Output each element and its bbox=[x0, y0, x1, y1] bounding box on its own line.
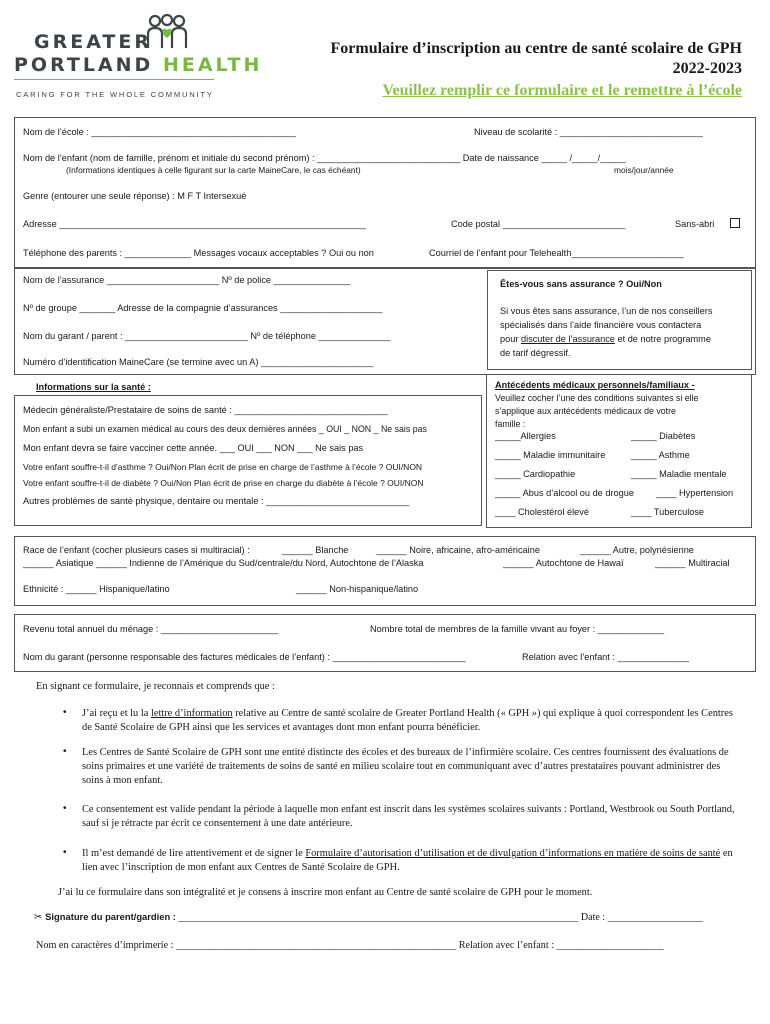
household-section bbox=[14, 614, 756, 672]
consent-bullet-2: Les Centres de Santé Scolaire de GPH sont une entité distincte des écoles et des bureaux de l’infirmière scolaire. Ces centres fournissent des évaluations de soins primaires et une variété de traitements de soins de santé en milieu scolaire tout en communiquant avec d’autres prestataires pouvant administrer des soins à mon enfant. bbox=[82, 747, 729, 786]
condition-tuberculosis[interactable]: ____ Tuberculose bbox=[631, 507, 705, 517]
race-question: Race de l’enfant (cocher plusieurs cases si multiracial) : bbox=[23, 545, 250, 555]
condition-allergies[interactable]: _____Allergies bbox=[495, 431, 556, 441]
print-name-field[interactable]: Nom en caractères d’imprimerie : _______________________________________________________ Relation avec l’enfant : _____________________ bbox=[36, 940, 664, 951]
form-title: Formulaire d’inscription au centre de santé scolaire de GPH bbox=[330, 40, 742, 57]
bullet-icon: • bbox=[63, 803, 67, 814]
consent-closing: J’ai lu ce formulaire dans son intégralité et je consens à inscrire mon enfant au Centre de santé scolaire de GPH pour le moment. bbox=[58, 887, 593, 898]
dob-format: mois/jour/année bbox=[614, 165, 674, 175]
telehealth-email-field[interactable]: Courriel de l’enfant pour Telehealth______________________ bbox=[429, 248, 684, 258]
logo-greater: GREATER bbox=[34, 31, 153, 53]
exam-question[interactable]: Mon enfant a subi un examen médical au cours des deux dernières années _ OUI _ NON _ Ne sais pas bbox=[23, 424, 427, 434]
doctor-field[interactable]: Médecin généraliste/Prestataire de soins de santé : ______________________________ bbox=[23, 405, 388, 415]
medical-history-instr-2: s’applique aux antécédents médicaux de votre bbox=[495, 406, 676, 416]
child-name-field[interactable]: Nom de l’enfant (nom de famille, prénom et initiale du second prénom) : ____________________________ Date de naissance _____ /_____/_____ bbox=[23, 153, 626, 163]
parent-phone-field[interactable]: Téléphone des parents : _____________ Messages vocaux acceptables ? Oui ou non bbox=[23, 248, 374, 258]
ethnicity-hispanic[interactable]: Ethnicité : ______ Hispanique/latino bbox=[23, 584, 170, 594]
info-letter-link[interactable]: lettre d’information bbox=[150, 708, 233, 719]
insurance-name-field[interactable]: Nom de l’assurance ______________________ Nº de police _______________ bbox=[23, 275, 351, 285]
billing-relation-field[interactable]: Relation avec l’enfant : ______________ bbox=[522, 652, 690, 662]
uninsured-text-3: pour discuter de l’assurance et de notre programme bbox=[500, 334, 711, 344]
consent-bullet-4: Il m’est demandé de lire attentivement et de signer le Formulaire d’autorisation d’utilisation et de divulgation d’informations en matière de soins de santé en lien avec l’inscription de mon enfant aux Centres de Santé Scolaire de GPH. bbox=[82, 848, 733, 873]
guarantor-field[interactable]: Nom du garant / parent : ________________________ Nº de téléphone ______________ bbox=[23, 331, 391, 341]
address-field[interactable]: Adresse ____________________________________________________________ bbox=[23, 219, 366, 229]
diabetes-question[interactable]: Votre enfant souffre-t-il de diabète ? Oui/Non Plan écrit de prise en charge du diabète à l’école ? OUI/NON bbox=[23, 478, 424, 488]
logo-portland-health: PORTLAND HEALTH bbox=[14, 54, 263, 76]
scissors-icon: ✂ bbox=[34, 912, 43, 923]
homeless-checkbox[interactable] bbox=[730, 218, 740, 228]
discuss-insurance-link[interactable]: discuter de l’assurance bbox=[520, 334, 615, 344]
condition-immune[interactable]: _____ Maladie immunitaire bbox=[495, 450, 606, 460]
race-black[interactable]: ______ Noire, africaine, afro-américaine bbox=[376, 545, 540, 555]
condition-mental[interactable]: _____ Maladie mentale bbox=[631, 469, 727, 479]
consent-intro: En signant ce formulaire, je reconnais et comprends que : bbox=[36, 681, 275, 692]
health-info-title: Informations sur la santé : bbox=[36, 382, 151, 392]
ethnicity-non-hispanic[interactable]: ______ Non-hispanique/latino bbox=[296, 584, 419, 594]
uninsured-text-4: de tarif dégressif. bbox=[500, 348, 571, 358]
race-hawaiian[interactable]: ______ Autochtone de Hawaï bbox=[503, 558, 624, 568]
other-problems-field[interactable]: Autres problèmes de santé physique, dentaire ou mentale : ____________________________ bbox=[23, 496, 410, 506]
logo-tagline: CARING FOR THE WHOLE COMMUNITY bbox=[16, 90, 214, 99]
mainecare-id-field[interactable]: Numéro d’identification MaineCare (se termine avec un A) ______________________ bbox=[23, 357, 374, 367]
homeless-label: Sans-abri bbox=[675, 219, 715, 229]
child-name-note: (Informations identiques à celle figurant sur la carte MaineCare, le cas échéant) bbox=[66, 165, 361, 175]
bullet-icon: • bbox=[63, 746, 67, 757]
group-number-field[interactable]: Nº de groupe _______ Adresse de la compagnie d’assurances ____________________ bbox=[23, 303, 383, 313]
logo-divider bbox=[14, 79, 214, 80]
bullet-icon: • bbox=[63, 707, 67, 718]
school-field[interactable]: Nom de l’école : ________________________________________ bbox=[23, 127, 296, 137]
household-members-field[interactable]: Nombre total de membres de la famille vivant au foyer : _____________ bbox=[370, 624, 665, 634]
medical-history-instr-3: famille : bbox=[495, 419, 526, 429]
condition-asthma[interactable]: _____ Asthme bbox=[631, 450, 690, 460]
signature-line[interactable]: ________________________________________________________________________________ Date : ___________________ bbox=[175, 912, 703, 923]
form-year: 2022-2023 bbox=[672, 60, 742, 77]
authorization-form-link[interactable]: Formulaire d’autorisation d’utilisation et de divulgation d’informations en matière de soins de santé bbox=[305, 848, 721, 859]
condition-heart[interactable]: _____ Cardiopathie bbox=[495, 469, 576, 479]
bullet-icon: • bbox=[63, 847, 67, 858]
postal-code-field[interactable]: Code postal ________________________ bbox=[451, 219, 626, 229]
signature-row[interactable] bbox=[34, 911, 703, 923]
household-income-field[interactable]: Revenu total annuel du ménage : _______________________ bbox=[23, 624, 279, 634]
race-polynesian[interactable]: ______ Autre, polynésienne bbox=[580, 545, 694, 555]
condition-cholesterol[interactable]: ____ Cholestérol élevé bbox=[495, 507, 589, 517]
asthma-question[interactable]: Votre enfant souffre-t-il d’asthme ? Oui/Non Plan écrit de prise en charge de l’asthme à l’école ? OUI/NON bbox=[23, 462, 423, 472]
race-multiracial[interactable]: ______ Multiracial bbox=[655, 558, 730, 568]
medical-history-instr-1: Veuillez cocher l’une des conditions suivantes si elle bbox=[495, 393, 699, 403]
billing-guarantor-field[interactable]: Nom du garant (personne responsable des factures médicales de l’enfant) : __________________________ bbox=[23, 652, 466, 662]
form-subtitle: Veuillez remplir ce formulaire et le remettre à l’école bbox=[382, 82, 742, 99]
condition-diabetes[interactable]: _____ Diabètes bbox=[631, 431, 696, 441]
race-white[interactable]: ______ Blanche bbox=[282, 545, 349, 555]
race-asian-native[interactable]: ______ Asiatique ______ Indienne de l’Amérique du Sud/centrale/du Nord, Autochtone de l’Alaska bbox=[23, 558, 424, 568]
uninsured-text-2: spécialisés dans l’aide financière vous contactera bbox=[500, 320, 702, 330]
condition-substance[interactable]: _____ Abus d’alcool ou de drogue bbox=[495, 488, 634, 498]
vaccine-question[interactable]: Mon enfant devra se faire vacciner cette année. ___ OUI ___ NON ___ Ne sais pas bbox=[23, 443, 364, 453]
grade-field[interactable]: Niveau de scolarité : ____________________________ bbox=[474, 127, 703, 137]
consent-bullet-3: Ce consentement est valide pendant la période à laquelle mon enfant est inscrit dans les systèmes scolaires suivants : Portland, Westbrook ou South Portland, sauf si je rétracte par écrit ce consentement à une date antérieure. bbox=[82, 804, 735, 829]
consent-bullet-1: J’ai reçu et lu la lettre d’information relative au Centre de santé scolaire de Greater Portland Health (« GPH ») qui explique à quoi correspondent les Centres de Santé Scolaire de GPH ainsi que les services et avantages dont mon enfant pourra bénéficier. bbox=[82, 708, 733, 733]
gender-field[interactable]: Genre (entourer une seule réponse) : M F T Intersexué bbox=[23, 191, 247, 201]
condition-hypertension[interactable]: ____ Hypertension bbox=[656, 488, 734, 498]
signature-label: Signature du parent/gardien : bbox=[45, 911, 176, 922]
uninsured-text-1: Si vous êtes sans assurance, l’un de nos conseillers bbox=[500, 306, 713, 316]
medical-history-title: Antécédents médicaux personnels/familiaux - bbox=[495, 380, 695, 390]
uninsured-question: Êtes-vous sans assurance ? Oui/Non bbox=[500, 279, 662, 289]
